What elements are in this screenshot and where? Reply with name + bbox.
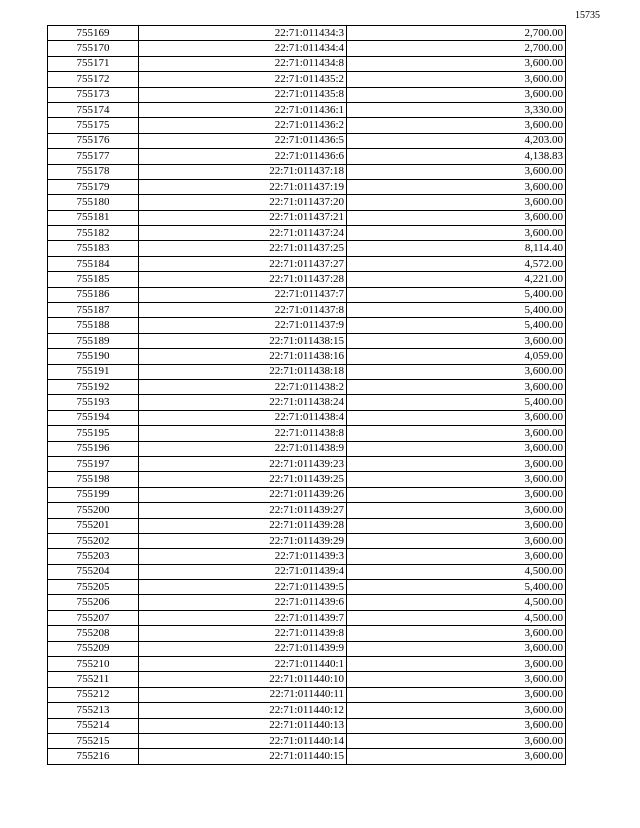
table-row	[48, 518, 566, 533]
record-id-cell: 755201	[48, 518, 139, 533]
record-id-cell: 755212	[48, 687, 139, 702]
table-row	[48, 26, 566, 41]
amount-cell: 5,400.00	[347, 318, 566, 333]
record-id-cell: 755174	[48, 102, 139, 117]
record-id-cell: 755216	[48, 749, 139, 764]
cadastral-number-cell: 22:71:011437:7	[139, 287, 347, 302]
record-id-cell: 755195	[48, 426, 139, 441]
amount-cell: 3,600.00	[347, 179, 566, 194]
amount-cell: 4,572.00	[347, 256, 566, 271]
cadastral-number-cell: 22:71:011439:6	[139, 595, 347, 610]
cadastral-number-cell: 22:71:011437:20	[139, 195, 347, 210]
table-row	[48, 703, 566, 718]
cadastral-number-cell: 22:71:011438:8	[139, 426, 347, 441]
amount-cell: 3,600.00	[347, 672, 566, 687]
record-id-cell: 755186	[48, 287, 139, 302]
amount-cell: 2,700.00	[347, 41, 566, 56]
cadastral-number-cell: 22:71:011436:1	[139, 102, 347, 117]
amount-cell: 3,600.00	[347, 364, 566, 379]
record-id-cell: 755214	[48, 718, 139, 733]
table-row	[48, 441, 566, 456]
cadastral-number-cell: 22:71:011440:14	[139, 733, 347, 748]
record-id-cell: 755177	[48, 149, 139, 164]
cadastral-number-cell: 22:71:011439:28	[139, 518, 347, 533]
table-row	[48, 395, 566, 410]
amount-cell: 5,400.00	[347, 580, 566, 595]
record-id-cell: 755171	[48, 56, 139, 71]
table-row	[48, 733, 566, 748]
record-id-cell: 755188	[48, 318, 139, 333]
cadastral-number-cell: 22:71:011438:9	[139, 441, 347, 456]
record-id-cell: 755207	[48, 610, 139, 625]
record-id-cell: 755196	[48, 441, 139, 456]
record-id-cell: 755211	[48, 672, 139, 687]
cadastral-number-cell: 22:71:011437:9	[139, 318, 347, 333]
table-row	[48, 379, 566, 394]
record-id-cell: 755180	[48, 195, 139, 210]
table-row	[48, 287, 566, 302]
table-row	[48, 303, 566, 318]
cadastral-number-cell: 22:71:011436:6	[139, 149, 347, 164]
record-id-cell: 755213	[48, 703, 139, 718]
cadastral-number-cell: 22:71:011440:15	[139, 749, 347, 764]
table-row	[48, 118, 566, 133]
record-id-cell: 755198	[48, 472, 139, 487]
cadastral-number-cell: 22:71:011439:8	[139, 626, 347, 641]
amount-cell: 4,138.83	[347, 149, 566, 164]
table-row	[48, 164, 566, 179]
page-number: 15735	[575, 10, 600, 21]
cadastral-number-cell: 22:71:011437:8	[139, 303, 347, 318]
table-row	[48, 318, 566, 333]
amount-cell: 3,600.00	[347, 226, 566, 241]
record-id-cell: 755193	[48, 395, 139, 410]
amount-cell: 3,600.00	[347, 195, 566, 210]
cadastral-number-cell: 22:71:011437:19	[139, 179, 347, 194]
amount-cell: 3,600.00	[347, 210, 566, 225]
cadastral-number-cell: 22:71:011439:25	[139, 472, 347, 487]
record-id-cell: 755185	[48, 272, 139, 287]
amount-cell: 3,330.00	[347, 102, 566, 117]
table-row	[48, 102, 566, 117]
registry-table	[47, 25, 566, 765]
cadastral-number-cell: 22:71:011437:27	[139, 256, 347, 271]
amount-cell: 4,500.00	[347, 564, 566, 579]
table-row	[48, 749, 566, 764]
amount-cell: 3,600.00	[347, 549, 566, 564]
cadastral-number-cell: 22:71:011437:18	[139, 164, 347, 179]
table-row	[48, 349, 566, 364]
record-id-cell: 755176	[48, 133, 139, 148]
cadastral-number-cell: 22:71:011439:5	[139, 580, 347, 595]
amount-cell: 3,600.00	[347, 333, 566, 348]
cadastral-number-cell: 22:71:011439:26	[139, 487, 347, 502]
record-id-cell: 755187	[48, 303, 139, 318]
table-row	[48, 56, 566, 71]
table-row	[48, 241, 566, 256]
record-id-cell: 755208	[48, 626, 139, 641]
cadastral-number-cell: 22:71:011438:4	[139, 410, 347, 425]
table-row	[48, 672, 566, 687]
record-id-cell: 755194	[48, 410, 139, 425]
cadastral-number-cell: 22:71:011439:9	[139, 641, 347, 656]
record-id-cell: 755199	[48, 487, 139, 502]
cadastral-number-cell: 22:71:011434:8	[139, 56, 347, 71]
table-row	[48, 549, 566, 564]
table-row	[48, 503, 566, 518]
cadastral-number-cell: 22:71:011437:21	[139, 210, 347, 225]
record-id-cell: 755175	[48, 118, 139, 133]
record-id-cell: 755202	[48, 533, 139, 548]
cadastral-number-cell: 22:71:011437:25	[139, 241, 347, 256]
record-id-cell: 755189	[48, 333, 139, 348]
cadastral-number-cell: 22:71:011440:11	[139, 687, 347, 702]
amount-cell: 5,400.00	[347, 395, 566, 410]
amount-cell: 3,600.00	[347, 456, 566, 471]
record-id-cell: 755179	[48, 179, 139, 194]
amount-cell: 3,600.00	[347, 687, 566, 702]
amount-cell: 4,221.00	[347, 272, 566, 287]
table-row	[48, 333, 566, 348]
cadastral-number-cell: 22:71:011440:1	[139, 657, 347, 672]
cadastral-number-cell: 22:71:011434:3	[139, 26, 347, 41]
amount-cell: 4,500.00	[347, 595, 566, 610]
cadastral-number-cell: 22:71:011438:2	[139, 379, 347, 394]
amount-cell: 3,600.00	[347, 87, 566, 102]
amount-cell: 3,600.00	[347, 641, 566, 656]
cadastral-number-cell: 22:71:011438:18	[139, 364, 347, 379]
table-row	[48, 626, 566, 641]
amount-cell: 3,600.00	[347, 657, 566, 672]
record-id-cell: 755203	[48, 549, 139, 564]
table-row	[48, 149, 566, 164]
table-row	[48, 72, 566, 87]
amount-cell: 3,600.00	[347, 72, 566, 87]
table-row	[48, 410, 566, 425]
table-row	[48, 472, 566, 487]
amount-cell: 4,203.00	[347, 133, 566, 148]
record-id-cell: 755191	[48, 364, 139, 379]
cadastral-number-cell: 22:71:011435:8	[139, 87, 347, 102]
amount-cell: 3,600.00	[347, 503, 566, 518]
amount-cell: 3,600.00	[347, 749, 566, 764]
record-id-cell: 755204	[48, 564, 139, 579]
table-row	[48, 610, 566, 625]
table-row	[48, 256, 566, 271]
amount-cell: 2,700.00	[347, 26, 566, 41]
table-row	[48, 195, 566, 210]
table-row	[48, 580, 566, 595]
record-id-cell: 755173	[48, 87, 139, 102]
amount-cell: 3,600.00	[347, 626, 566, 641]
table-row	[48, 210, 566, 225]
amount-cell: 3,600.00	[347, 441, 566, 456]
amount-cell: 3,600.00	[347, 487, 566, 502]
record-id-cell: 755197	[48, 456, 139, 471]
record-id-cell: 755170	[48, 41, 139, 56]
table-row	[48, 41, 566, 56]
record-id-cell: 755205	[48, 580, 139, 595]
cadastral-number-cell: 22:71:011438:16	[139, 349, 347, 364]
table-row	[48, 533, 566, 548]
cadastral-number-cell: 22:71:011440:13	[139, 718, 347, 733]
registry-table-body	[48, 26, 566, 765]
table-row	[48, 364, 566, 379]
record-id-cell: 755169	[48, 26, 139, 41]
record-id-cell: 755206	[48, 595, 139, 610]
record-id-cell: 755215	[48, 733, 139, 748]
cadastral-number-cell: 22:71:011438:15	[139, 333, 347, 348]
record-id-cell: 755209	[48, 641, 139, 656]
table-row	[48, 179, 566, 194]
amount-cell: 4,059.00	[347, 349, 566, 364]
cadastral-number-cell: 22:71:011439:29	[139, 533, 347, 548]
cadastral-number-cell: 22:71:011435:2	[139, 72, 347, 87]
record-id-cell: 755184	[48, 256, 139, 271]
amount-cell: 5,400.00	[347, 287, 566, 302]
cadastral-number-cell: 22:71:011434:4	[139, 41, 347, 56]
table-row	[48, 87, 566, 102]
amount-cell: 3,600.00	[347, 533, 566, 548]
amount-cell: 3,600.00	[347, 472, 566, 487]
amount-cell: 3,600.00	[347, 703, 566, 718]
cadastral-number-cell: 22:71:011436:5	[139, 133, 347, 148]
cadastral-number-cell: 22:71:011440:12	[139, 703, 347, 718]
cadastral-number-cell: 22:71:011436:2	[139, 118, 347, 133]
record-id-cell: 755182	[48, 226, 139, 241]
record-id-cell: 755200	[48, 503, 139, 518]
cadastral-number-cell: 22:71:011439:27	[139, 503, 347, 518]
table-row	[48, 718, 566, 733]
table-row	[48, 487, 566, 502]
cadastral-number-cell: 22:71:011438:24	[139, 395, 347, 410]
amount-cell: 3,600.00	[347, 426, 566, 441]
table-row	[48, 595, 566, 610]
table-row	[48, 456, 566, 471]
cadastral-number-cell: 22:71:011439:7	[139, 610, 347, 625]
table-row	[48, 564, 566, 579]
amount-cell: 3,600.00	[347, 118, 566, 133]
table-row	[48, 657, 566, 672]
record-id-cell: 755192	[48, 379, 139, 394]
amount-cell: 3,600.00	[347, 718, 566, 733]
table-row	[48, 641, 566, 656]
cadastral-number-cell: 22:71:011439:4	[139, 564, 347, 579]
record-id-cell: 755181	[48, 210, 139, 225]
amount-cell: 3,600.00	[347, 518, 566, 533]
cadastral-number-cell: 22:71:011437:28	[139, 272, 347, 287]
table-row	[48, 426, 566, 441]
record-id-cell: 755190	[48, 349, 139, 364]
record-id-cell: 755210	[48, 657, 139, 672]
amount-cell: 4,500.00	[347, 610, 566, 625]
table-row	[48, 272, 566, 287]
table-row	[48, 226, 566, 241]
cadastral-number-cell: 22:71:011439:3	[139, 549, 347, 564]
cadastral-number-cell: 22:71:011440:10	[139, 672, 347, 687]
amount-cell: 3,600.00	[347, 379, 566, 394]
amount-cell: 3,600.00	[347, 164, 566, 179]
record-id-cell: 755172	[48, 72, 139, 87]
amount-cell: 3,600.00	[347, 410, 566, 425]
record-id-cell: 755183	[48, 241, 139, 256]
amount-cell: 8,114.40	[347, 241, 566, 256]
cadastral-number-cell: 22:71:011439:23	[139, 456, 347, 471]
table-row	[48, 687, 566, 702]
amount-cell: 5,400.00	[347, 303, 566, 318]
amount-cell: 3,600.00	[347, 733, 566, 748]
cadastral-number-cell: 22:71:011437:24	[139, 226, 347, 241]
table-row	[48, 133, 566, 148]
record-id-cell: 755178	[48, 164, 139, 179]
amount-cell: 3,600.00	[347, 56, 566, 71]
